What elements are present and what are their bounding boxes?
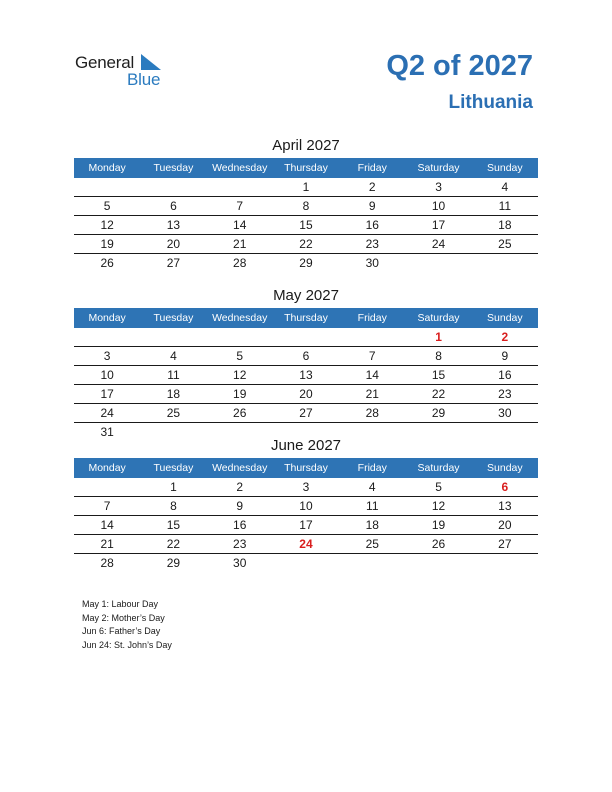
month-calendar [74, 286, 538, 441]
weekday-header: Tuesday [153, 462, 194, 474]
weekday-header: Wednesday [212, 312, 268, 324]
weekday-header: Saturday [417, 462, 460, 474]
day-cell: 26 [431, 537, 446, 551]
day-cell: 12 [233, 368, 247, 382]
weekday-header: Thursday [284, 312, 328, 324]
week-row [74, 497, 538, 516]
month-calendar [74, 136, 538, 272]
day-cell: 4 [170, 349, 177, 363]
day-cell: 6 [302, 349, 310, 363]
day-cell: 29 [299, 256, 313, 270]
day-cell: 1 [302, 180, 310, 194]
logo-general-text: General [75, 53, 135, 72]
day-cell: 10 [431, 199, 446, 213]
day-cell: 7 [236, 199, 244, 213]
logo-triangle-icon [141, 54, 163, 70]
weekday-header: Wednesday [212, 162, 268, 174]
holiday-day-cell: 6 [501, 480, 509, 494]
day-cell: 16 [498, 368, 512, 382]
day-cell: 5 [435, 480, 442, 494]
empty-day-cell [74, 478, 140, 496]
empty-day-cell [273, 554, 339, 572]
day-cell: 30 [233, 556, 247, 570]
day-cell: 11 [366, 499, 379, 513]
weekday-header: Monday [88, 162, 126, 174]
empty-day-cell [339, 328, 405, 346]
empty-day-cell [405, 554, 471, 572]
day-cell: 24 [431, 237, 446, 251]
day-cell: 23 [498, 387, 512, 401]
day-cell: 3 [302, 480, 310, 494]
day-cell: 26 [100, 256, 114, 270]
day-cell: 13 [299, 368, 313, 382]
day-cell: 25 [498, 237, 512, 251]
week-row [74, 516, 538, 535]
day-cell: 16 [365, 218, 379, 232]
day-cell: 16 [233, 518, 247, 532]
month-calendar [74, 436, 538, 572]
day-cell: 14 [100, 518, 114, 532]
day-cell: 3 [435, 180, 442, 194]
month-title: June 2027 [270, 437, 342, 454]
day-cell: 23 [365, 237, 379, 251]
day-cell: 20 [299, 387, 313, 401]
week-row [74, 404, 538, 423]
day-cell: 8 [170, 499, 177, 513]
day-cell: 25 [365, 537, 379, 551]
page-title: Q2 of 2027 [386, 50, 533, 82]
day-cell: 31 [100, 425, 114, 439]
day-cell: 26 [233, 406, 247, 420]
weekday-header: Friday [357, 312, 387, 324]
weekday-header-row [74, 158, 538, 178]
weekday-header: Friday [357, 462, 387, 474]
day-cell: 1 [170, 480, 177, 494]
weekday-header: Saturday [417, 312, 460, 324]
empty-day-cell [207, 178, 273, 196]
week-row [74, 254, 538, 272]
day-cell: 22 [299, 237, 313, 251]
day-cell: 11 [167, 368, 180, 382]
day-cell: 10 [100, 368, 114, 382]
country-subtitle: Lithuania [448, 92, 533, 113]
day-cell: 5 [236, 349, 244, 363]
empty-day-cell [140, 328, 206, 346]
day-cell: 25 [166, 406, 181, 420]
day-cell: 7 [103, 499, 111, 513]
week-row [74, 178, 538, 197]
day-cell: 24 [100, 406, 114, 420]
holiday-notes [82, 598, 172, 653]
month-title: May 2027 [273, 287, 339, 304]
day-cell: 27 [166, 256, 181, 270]
weekday-header: Monday [88, 462, 126, 474]
weekday-header: Sunday [487, 312, 523, 324]
empty-day-cell [74, 178, 140, 196]
day-cell: 5 [103, 199, 111, 213]
week-row [74, 328, 538, 347]
weekday-header: Tuesday [153, 312, 194, 324]
month-title: April 2027 [272, 137, 340, 154]
day-cell: 17 [100, 387, 114, 401]
day-cell: 20 [166, 237, 181, 251]
day-cell: 12 [100, 218, 114, 232]
day-cell: 29 [166, 556, 181, 570]
weekday-header: Monday [88, 312, 126, 324]
week-row [74, 235, 538, 254]
day-cell: 28 [100, 556, 114, 570]
day-cell: 27 [498, 537, 512, 551]
day-cell: 22 [431, 387, 446, 401]
day-cell: 21 [100, 537, 114, 551]
holiday-note: May 2: Mother’s Day [82, 612, 165, 623]
week-row [74, 385, 538, 404]
day-cell: 19 [431, 518, 446, 532]
day-cell: 18 [365, 518, 379, 532]
weekday-header: Tuesday [153, 162, 194, 174]
day-cell: 21 [365, 387, 379, 401]
day-cell: 30 [365, 256, 379, 270]
week-row [74, 478, 538, 497]
day-cell: 3 [103, 349, 111, 363]
generalblue-logo [75, 50, 175, 90]
day-cell: 8 [302, 199, 310, 213]
day-cell: 15 [299, 218, 313, 232]
holiday-note: Jun 24: St. John’s Day [82, 640, 172, 651]
empty-day-cell [472, 554, 538, 572]
day-cell: 11 [498, 199, 512, 213]
weekday-header: Saturday [417, 162, 460, 174]
logo-blue-text: Blue [127, 70, 161, 89]
day-cell: 7 [368, 349, 376, 363]
day-cell: 22 [166, 537, 181, 551]
day-cell: 13 [166, 218, 181, 232]
day-cell: 29 [431, 406, 446, 420]
day-cell: 18 [498, 218, 512, 232]
day-cell: 9 [501, 349, 509, 363]
day-cell: 18 [166, 387, 181, 401]
day-cell: 14 [365, 368, 379, 382]
empty-day-cell [207, 328, 273, 346]
day-cell: 27 [299, 406, 313, 420]
day-cell: 10 [299, 499, 313, 513]
day-cell: 17 [299, 518, 313, 532]
day-cell: 17 [431, 218, 446, 232]
day-cell: 6 [170, 199, 177, 213]
day-cell: 2 [368, 180, 376, 194]
day-cell: 21 [233, 237, 247, 251]
day-cell: 20 [498, 518, 512, 532]
holiday-note: May 1: Labour Day [82, 599, 159, 609]
day-cell: 30 [498, 406, 512, 420]
holiday-day-cell: 2 [501, 330, 509, 344]
weekday-header: Thursday [284, 462, 328, 474]
weekday-header: Sunday [487, 162, 523, 174]
day-cell: 19 [233, 387, 247, 401]
weekday-header: Sunday [487, 462, 523, 474]
weekday-header-row [74, 458, 538, 478]
week-row [74, 347, 538, 366]
holiday-note: Jun 6: Father’s Day [82, 626, 161, 637]
day-cell: 13 [498, 499, 512, 513]
day-cell: 9 [236, 499, 244, 513]
week-row [74, 366, 538, 385]
day-cell: 28 [365, 406, 379, 420]
week-row [74, 535, 538, 554]
week-row [74, 197, 538, 216]
weekday-header-row [74, 308, 538, 328]
empty-day-cell [74, 328, 140, 346]
empty-day-cell [273, 328, 339, 346]
empty-day-cell [472, 254, 538, 272]
holiday-day-cell: 1 [435, 330, 442, 344]
weekday-header: Friday [357, 162, 387, 174]
day-cell: 8 [435, 349, 442, 363]
day-cell: 4 [501, 180, 509, 194]
week-row [74, 554, 538, 572]
day-cell: 4 [368, 480, 376, 494]
day-cell: 15 [431, 368, 446, 382]
day-cell: 23 [233, 537, 247, 551]
day-cell: 28 [233, 256, 247, 270]
empty-day-cell [405, 254, 471, 272]
day-cell: 14 [233, 218, 247, 232]
empty-day-cell [140, 178, 206, 196]
day-cell: 15 [166, 518, 181, 532]
day-cell: 2 [236, 480, 244, 494]
day-cell: 12 [431, 499, 446, 513]
day-cell: 9 [368, 199, 376, 213]
day-cell: 19 [100, 237, 114, 251]
weekday-header: Wednesday [212, 462, 268, 474]
week-row [74, 216, 538, 235]
holiday-day-cell: 24 [299, 537, 313, 551]
empty-day-cell [339, 554, 405, 572]
weekday-header: Thursday [284, 162, 328, 174]
